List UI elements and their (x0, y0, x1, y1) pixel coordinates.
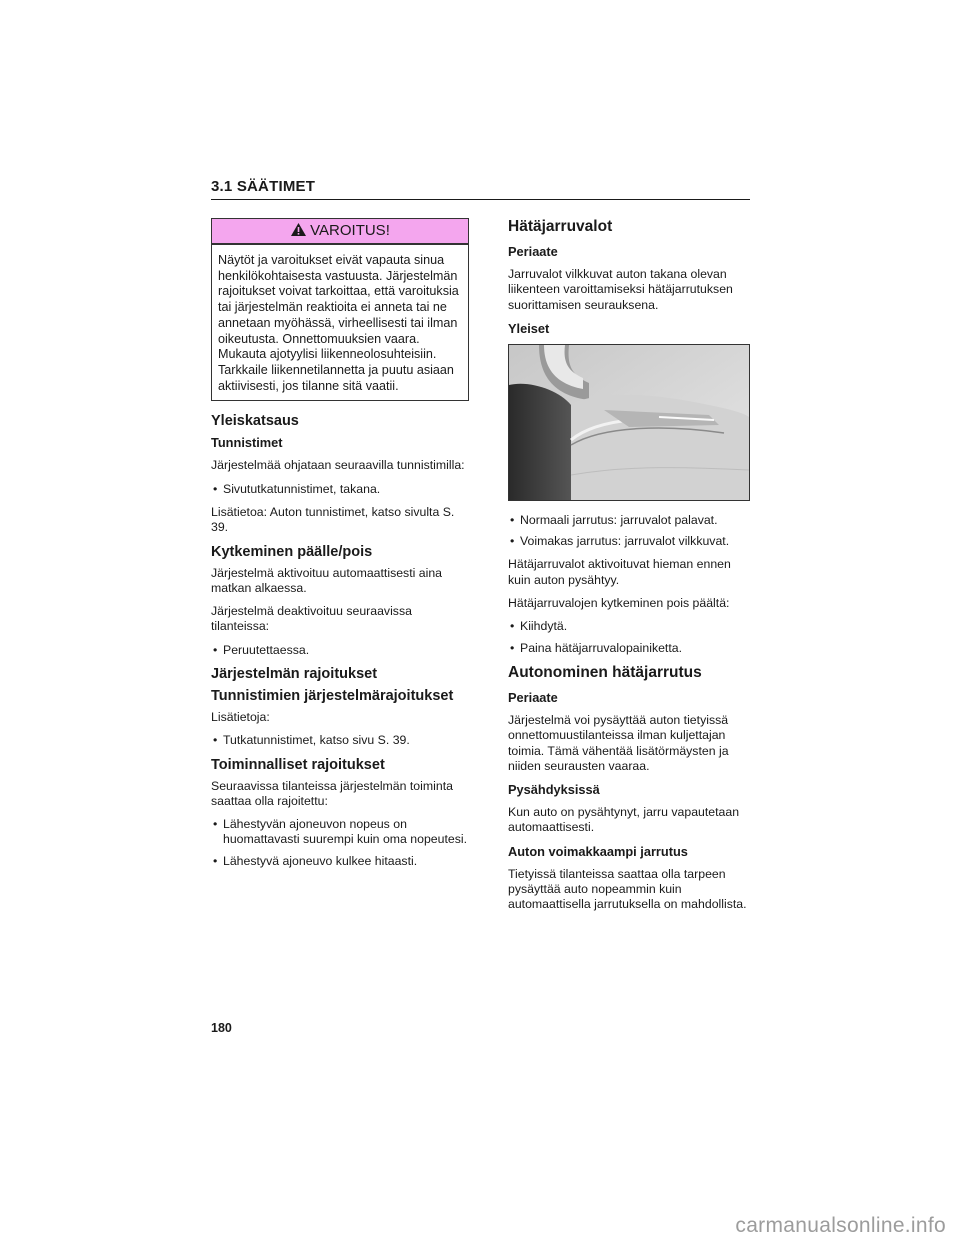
list-item: • Tutkatunnistimet, katso sivu S. 39. (211, 733, 469, 748)
right-column (508, 218, 750, 921)
sensors-heading: Tunnistimet (211, 435, 283, 451)
list-item: • Peruutettaessa. (211, 643, 469, 658)
section-header: 3.1 SÄÄTIMET (211, 178, 750, 200)
onoff-heading: Kytkeminen päälle/pois (211, 543, 373, 560)
list-item: • Paina hätäjarruvalopainiketta. (508, 641, 750, 656)
limits-heading: Järjestelmän rajoitukset (211, 666, 378, 682)
principle-paragraph-2: Järjestelmä voi pysäyttää auton tietyissä onnettomuustilanteissa ilman kuljettajan toimia. Tämä vähentää lisätörmäysten ja niiden seurausten vaaraa. (508, 712, 729, 773)
list-item: • Lähestyvän ajoneuvon nopeus on huomattavasti suurempi kuin oma nopeutesi. (211, 817, 469, 848)
sensors-paragraph: Järjestelmää ohjataan seuraavilla tunnistimilla: (211, 458, 465, 473)
warning-box (211, 218, 469, 401)
list-item: • Normaali jarrutus: jarruvalot palavat. (508, 513, 750, 528)
warning-header (212, 219, 468, 245)
functional-limits-heading: Toiminnalliset rajoitukset (211, 756, 385, 773)
onoff-paragraph-2: Järjestelmä deaktivoituu seuraavissa tilanteissa: (211, 604, 412, 634)
general-heading: Yleiset (508, 320, 550, 336)
warning-triangle-icon (290, 222, 307, 237)
general-list (508, 513, 750, 550)
list-item: • Voimakas jarrutus: jarruvalot vilkkuvat. (508, 534, 750, 549)
functional-limits-paragraph: Seuraavissa tilanteissa järjestelmän toiminta saattaa olla rajoitettu: (211, 778, 453, 808)
overview-heading: Yleiskatsaus (211, 413, 299, 430)
list-item: • Lähestyvä ajoneuvo kulkee hitaasti. (211, 854, 469, 869)
onoff-list (211, 643, 469, 658)
stop-paragraph: Kun auto on pysähtynyt, jarru vapautetaan automaattisesti. (508, 805, 740, 835)
stop-heading: Pysähdyksissä (508, 782, 600, 798)
warning-title: VAROITUS! (310, 222, 390, 239)
sensor-limits-paragraph: Lisätietoja: (211, 710, 270, 724)
warning-text: Näytöt ja varoitukset eivät vapauta sinua henkilökohtaisesta vastuusta. Järjestelmän rajoitukset voivat tarkoittaa, että varoituksia tai järjestelmän reaktioita ei anneta tai ne annetaan myöhässä, virheellisesti tai ilman oikeutusta. Onnettomuuksien vaara. Mukauta ajotyylisi liikenneolosuhteisiin. Tarkkaile liikennetilannetta ja puutu asiaan aktiivisesti, jos tilanne sitä vaatii. (218, 253, 459, 393)
general-paragraph-2: Hätäjarruvalojen kytkeminen pois päältä: (508, 596, 730, 611)
left-column (211, 218, 469, 877)
general-list-2 (508, 619, 750, 656)
sensors-more-info: Lisätietoa: Auton tunnistimet, katso sivulta S. 39. (211, 504, 455, 535)
list-item: • Kiihdytä. (508, 619, 750, 634)
sensors-list (211, 482, 469, 497)
watermark: carmanualsonline.info (735, 1214, 946, 1237)
stronger-braking-heading: Auton voimakkaampi jarrutus (508, 843, 688, 859)
principle-heading-1: Periaate (508, 244, 558, 259)
stronger-braking-paragraph: Tietyissä tilanteissa saattaa olla tarpeen pysäyttää auto nopeammin kuin automaattisella jarrutuksella on mahdollista. (508, 866, 747, 912)
onoff-paragraph-1: Järjestelmä aktivoituu automaattisesti aina matkan alkaessa. (211, 565, 443, 595)
general-paragraph-1: Hätäjarruvalot aktivoituvat hieman ennen kuin auton pysähtyy. (508, 557, 731, 587)
brake-light-illustration (508, 344, 750, 501)
list-item: • Sivututkatunnistimet, takana. (211, 482, 469, 497)
page-number: 180 (211, 1021, 232, 1035)
principle-heading-2: Periaate (508, 689, 558, 705)
sensor-limits-list (211, 733, 469, 748)
functional-limits-list (211, 817, 469, 869)
aeb-heading: Autonominen hätäjarrutus (508, 663, 702, 681)
sensor-limits-heading: Tunnistimien järjestelmärajoitukset (211, 688, 454, 704)
principle-paragraph-1: Jarruvalot vilkkuvat auton takana olevan liikenteen varoittamiseksi hätäjarrutuksen suorittamisen seurauksena. (508, 267, 733, 312)
brake-lights-heading: Hätäjarruvalot (508, 218, 613, 235)
